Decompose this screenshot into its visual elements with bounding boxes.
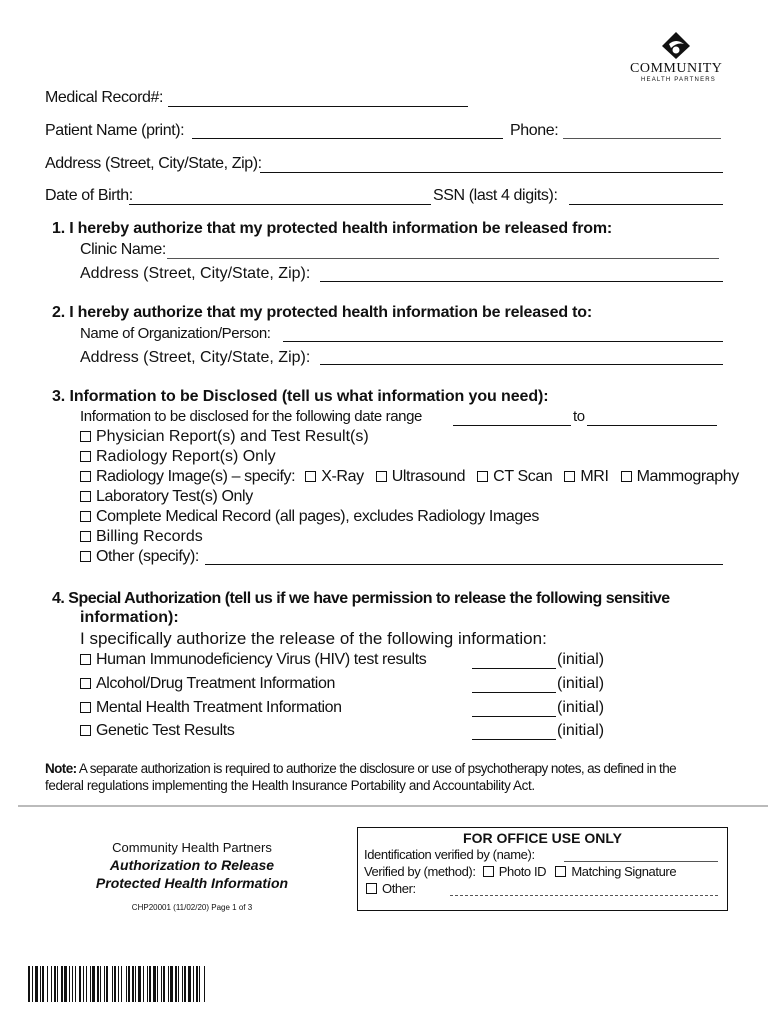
mental-health-initial-label: (initial) (557, 699, 605, 716)
barcode-bar (182, 966, 183, 1002)
xray-label: X-Ray (321, 468, 364, 485)
alcohol-drug-initial-label: (initial) (557, 675, 605, 692)
address-field[interactable] (260, 172, 723, 173)
clinic-name-field[interactable] (167, 258, 719, 259)
patient-name-field[interactable] (192, 138, 503, 139)
barcode-bar (138, 966, 141, 1002)
genetic-option[interactable]: Genetic Test Results (80, 722, 234, 740)
medical-record-label: Medical Record#: (45, 89, 164, 106)
footer-divider (18, 805, 768, 807)
ultrasound-label: Ultrasound (391, 468, 466, 485)
radiology-reports-option[interactable]: Radiology Report(s) Only (80, 448, 276, 466)
barcode-bar (61, 966, 63, 1002)
barcode-bar (168, 966, 169, 1002)
hiv-checkbox[interactable] (80, 654, 91, 665)
mental-health-initial-field[interactable] (472, 716, 556, 717)
barcode-bar (118, 966, 119, 1002)
genetic-checkbox[interactable] (80, 725, 91, 736)
patient-name-label: Patient Name (print): (45, 122, 185, 139)
barcode-bar (132, 966, 134, 1002)
barcode-bar (170, 966, 173, 1002)
logo-line1: COMMUNITY (630, 61, 723, 76)
barcode-bar (149, 966, 151, 1002)
genetic-initial-label: (initial) (557, 722, 605, 739)
date-range-from-field[interactable] (453, 425, 571, 426)
barcode-bar (178, 966, 179, 1002)
barcode-bar (188, 966, 191, 1002)
section1-address-label: Address (Street, City/State, Zip): (80, 265, 311, 282)
clinic-name-label: Clinic Name: (80, 241, 166, 258)
alcohol-drug-checkbox[interactable] (80, 678, 91, 689)
other-specify-field[interactable] (205, 564, 723, 565)
barcode-bar (51, 966, 52, 1002)
barcode-bar (193, 966, 194, 1002)
barcode-bar (35, 966, 38, 1002)
alcohol-drug-option[interactable]: Alcohol/Drug Treatment Information (80, 675, 335, 693)
barcode-bar (163, 966, 165, 1002)
section2-address-field[interactable] (320, 364, 723, 365)
barcode-bar (47, 966, 48, 1002)
barcode-bar (69, 966, 70, 1002)
other-checkbox[interactable] (80, 551, 91, 562)
barcode-bar (79, 966, 81, 1002)
barcode-bar (64, 966, 67, 1002)
barcode-bar (83, 966, 84, 1002)
barcode-bar (114, 966, 116, 1002)
address-label: Address (Street, City/State, Zip): (45, 155, 262, 172)
barcode-bar (126, 966, 127, 1002)
barcode-bar (135, 966, 136, 1002)
section1-address-field[interactable] (320, 281, 723, 282)
barcode-bar (86, 966, 87, 1002)
physician-option[interactable]: Physician Report(s) and Test Result(s) (80, 428, 369, 446)
photo-id-label: Photo ID (498, 864, 547, 879)
complete-record-option[interactable]: Complete Medical Record (all pages), excludes Radiology Images (80, 508, 539, 526)
note-text1: A separate authorization is required to authorize the disclosure or use of psychotherapy notes, as defined in the (76, 761, 677, 776)
barcode-bar (128, 966, 130, 1002)
lab-option[interactable]: Laboratory Test(s) Only (80, 488, 253, 506)
medical-record-field[interactable] (168, 106, 468, 107)
lab-checkbox[interactable] (80, 491, 91, 502)
footer-form-id: CHP20001 (11/02/20) Page 1 of 3 (131, 903, 253, 912)
office-method-label: Verified by (method): (364, 864, 476, 879)
mri-label: MRI (580, 468, 609, 485)
phone-label: Phone: (510, 122, 559, 139)
barcode-bar (199, 966, 200, 1002)
office-id-field[interactable] (564, 861, 718, 862)
phone-field[interactable] (563, 138, 721, 139)
physician-checkbox[interactable] (80, 431, 91, 442)
barcode-bar (40, 966, 41, 1002)
complete-record-checkbox[interactable] (80, 511, 91, 522)
section1-heading: 1. I hereby authorize that my protected health information be released from: (52, 220, 613, 237)
mammography-label: Mammography (636, 468, 739, 485)
mammography-checkbox[interactable] (621, 471, 632, 482)
section4-heading-line1: 4. Special Authorization (tell us if we have permission to release the following sensitive (52, 590, 670, 607)
barcode-bar (112, 966, 113, 1002)
office-other-label: Other: (382, 881, 416, 896)
barcode-bar (57, 966, 58, 1002)
photo-id-checkbox[interactable] (483, 866, 494, 877)
matching-signature-label: Matching Signature (571, 864, 677, 879)
hiv-initial-label: (initial) (557, 651, 605, 668)
section2-address-label: Address (Street, City/State, Zip): (80, 349, 311, 366)
barcode-bar (72, 966, 73, 1002)
barcode-bar (204, 966, 205, 1002)
section2-heading: 2. I hereby authorize that my protected health information be released to: (52, 304, 592, 321)
barcode-bar (54, 966, 56, 1002)
section4-intro: I specifically authorize the release of the following information: (80, 629, 547, 648)
billing-option[interactable]: Billing Records (80, 528, 203, 546)
office-id-label: Identification verified by (name): (364, 847, 535, 862)
barcode-bar (147, 966, 148, 1002)
mri-checkbox[interactable] (564, 471, 575, 482)
barcode-bar (75, 966, 76, 1002)
alcohol-drug-initial-field[interactable] (472, 692, 556, 693)
barcode-bar (196, 966, 198, 1002)
barcode-bar (157, 966, 158, 1002)
barcode-bar (42, 966, 44, 1002)
office-use-box (357, 827, 728, 911)
barcode-bar (161, 966, 162, 1002)
org-field[interactable] (283, 341, 723, 342)
ssn-field[interactable] (569, 204, 723, 205)
barcode-bar (97, 966, 99, 1002)
barcode-bar (143, 966, 144, 1002)
barcode-bar (32, 966, 33, 1002)
barcode (28, 966, 306, 1002)
barcode-bar (121, 966, 122, 1002)
dob-label: Date of Birth: (45, 187, 133, 204)
barcode-bar (153, 966, 156, 1002)
barcode-bar (92, 966, 95, 1002)
date-range-to-label: to (573, 408, 585, 425)
office-other-field[interactable] (450, 895, 718, 896)
mental-health-checkbox[interactable] (80, 702, 91, 713)
org-label: Name of Organization/Person: (80, 325, 271, 342)
barcode-bar (175, 966, 177, 1002)
note-line2: federal regulations implementing the Health Insurance Portability and Accountability Act. (45, 778, 535, 793)
billing-checkbox[interactable] (80, 531, 91, 542)
office-other-checkbox[interactable] (366, 883, 377, 894)
ultrasound-checkbox[interactable] (376, 471, 387, 482)
footer-org: Community Health Partners (112, 840, 272, 855)
footer-title1: Authorization to Release (109, 857, 275, 873)
note-line1 (45, 761, 676, 776)
other-option[interactable]: Other (specify): (80, 548, 199, 566)
logo-line2: HEALTH PARTNERS (641, 77, 717, 83)
note-label: Note: (45, 761, 77, 776)
date-range-label: Information to be disclosed for the following date range (80, 408, 422, 425)
office-other-row (366, 881, 416, 896)
footer-title2: Protected Health Information (95, 875, 289, 891)
xray-checkbox[interactable] (305, 471, 316, 482)
radiology-images-checkbox[interactable] (80, 471, 91, 482)
section3-heading: 3. Information to be Disclosed (tell us what information you need): (52, 388, 549, 405)
office-title: FOR OFFICE USE ONLY (463, 830, 622, 846)
office-method-row (364, 864, 676, 879)
radiology-reports-checkbox[interactable] (80, 451, 91, 462)
barcode-bar (100, 966, 101, 1002)
barcode-bar (104, 966, 105, 1002)
ctscan-label: CT Scan (493, 468, 553, 485)
genetic-initial-field[interactable] (472, 739, 556, 740)
dob-field[interactable] (129, 204, 431, 205)
ctscan-checkbox[interactable] (477, 471, 488, 482)
hiv-initial-field[interactable] (472, 668, 556, 669)
section4-heading-line2: information): (80, 609, 179, 626)
date-range-to-field[interactable] (587, 425, 717, 426)
hiv-option[interactable]: Human Immunodeficiency Virus (HIV) test results (80, 651, 426, 669)
logo-mark-icon (659, 30, 693, 60)
barcode-bar (90, 966, 91, 1002)
barcode-bar (28, 966, 30, 1002)
barcode-bar (184, 966, 186, 1002)
matching-signature-checkbox[interactable] (555, 866, 566, 877)
ssn-label: SSN (last 4 digits): (433, 187, 558, 204)
radiology-images-option[interactable]: Radiology Image(s) – specify: X-Ray Ultrasound CT Scan MRI Mammography (80, 468, 739, 486)
barcode-bar (106, 966, 108, 1002)
mental-health-option[interactable]: Mental Health Treatment Information (80, 699, 342, 717)
